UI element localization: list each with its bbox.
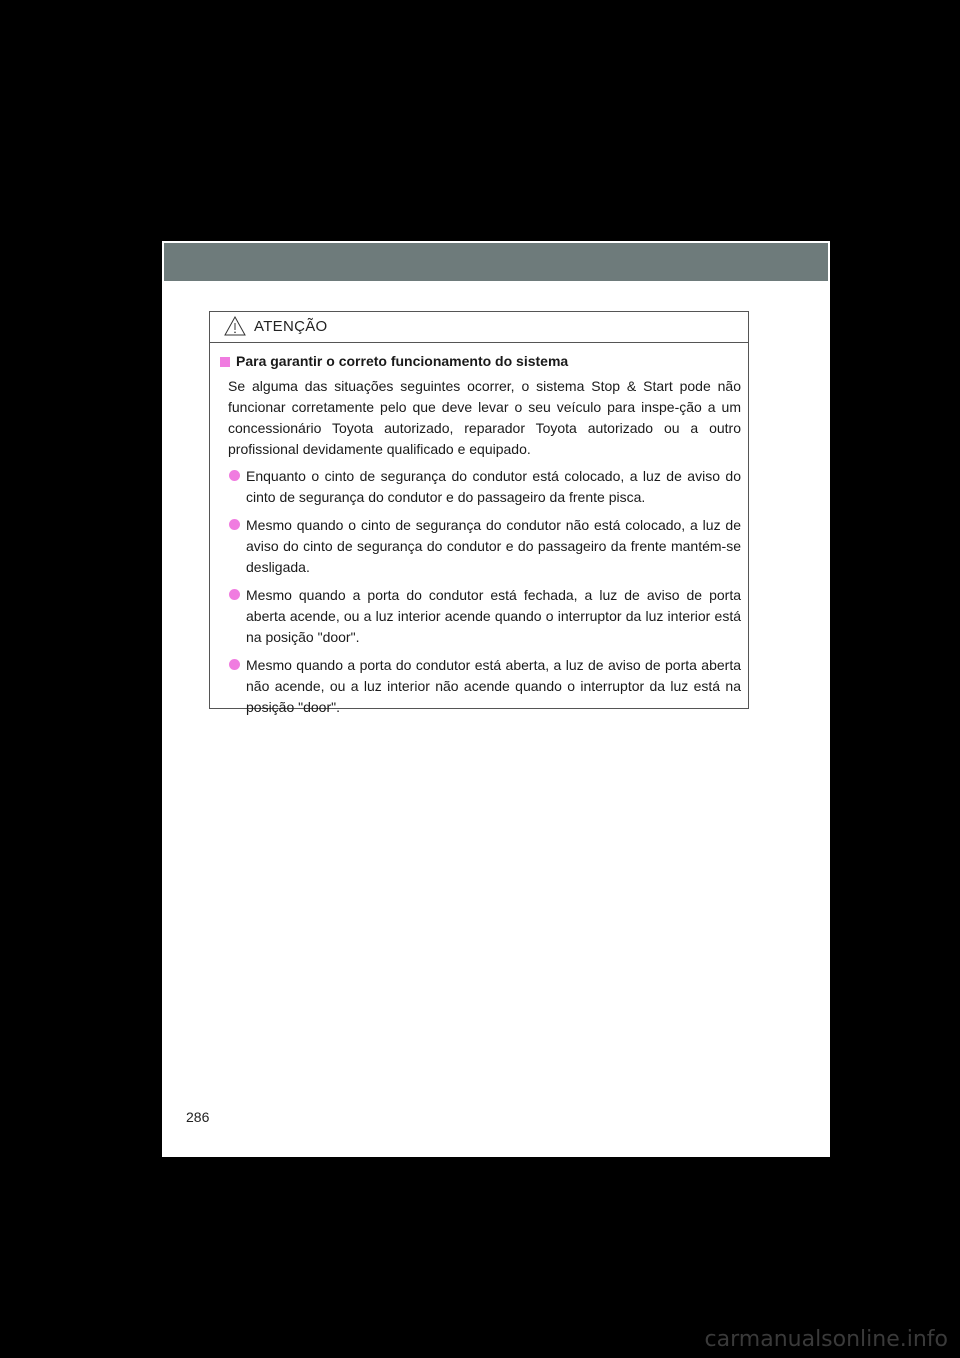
list-item xyxy=(224,655,741,718)
list-item xyxy=(224,585,741,648)
page-number: 286 xyxy=(186,1109,210,1125)
warning-title: ATENÇÃO xyxy=(254,318,328,335)
bullet-dot-icon xyxy=(229,589,240,600)
intro-paragraph: Se alguma das situações seguintes ocorrer, o sistema Stop & Start pode não funcionar corretamente pelo que deve levar o seu veículo para inspe-ção a um concessionário Toyota autorizado, reparador Toyota autorizado ou a outro profissional devidamente qualificado e equipado. xyxy=(228,378,741,457)
list-item-text: Mesmo quando o cinto de segurança do condutor não está colocado, a luz de aviso do cinto de segurança do condutor e do passageiro da frente mantém-se desligada. xyxy=(246,517,741,575)
warning-body xyxy=(210,343,748,725)
manual-page xyxy=(162,241,830,1157)
list-item-text: Mesmo quando a porta do condutor está aberta, a luz de aviso de porta aberta não acende, ou a luz interior não acende quando o interruptor da luz está na posição "door". xyxy=(246,657,741,715)
list-item-text: Enquanto o cinto de segurança do condutor está colocado, a luz de aviso do cinto de segurança do condutor e do passageiro da frente pisca. xyxy=(246,468,741,505)
bullet-dot-icon xyxy=(229,659,240,670)
square-bullet-icon xyxy=(220,357,230,367)
section-heading xyxy=(220,351,741,372)
section-heading-text: Para garantir o correto funcionamento do sistema xyxy=(236,353,569,369)
list-item xyxy=(224,466,741,508)
header-bar xyxy=(164,243,828,281)
list-item-text: Mesmo quando a porta do condutor está fechada, a luz de aviso de porta aberta acende, ou a luz interior acende quando o interruptor da luz interior está na posição "door". xyxy=(246,587,741,645)
warning-triangle-icon xyxy=(224,316,246,336)
warning-header xyxy=(210,312,748,343)
bullet-dot-icon xyxy=(229,470,240,481)
watermark: carmanualsonline.info xyxy=(704,1327,948,1352)
warning-box xyxy=(209,311,749,715)
bullet-dot-icon xyxy=(229,519,240,530)
list-item xyxy=(224,515,741,578)
